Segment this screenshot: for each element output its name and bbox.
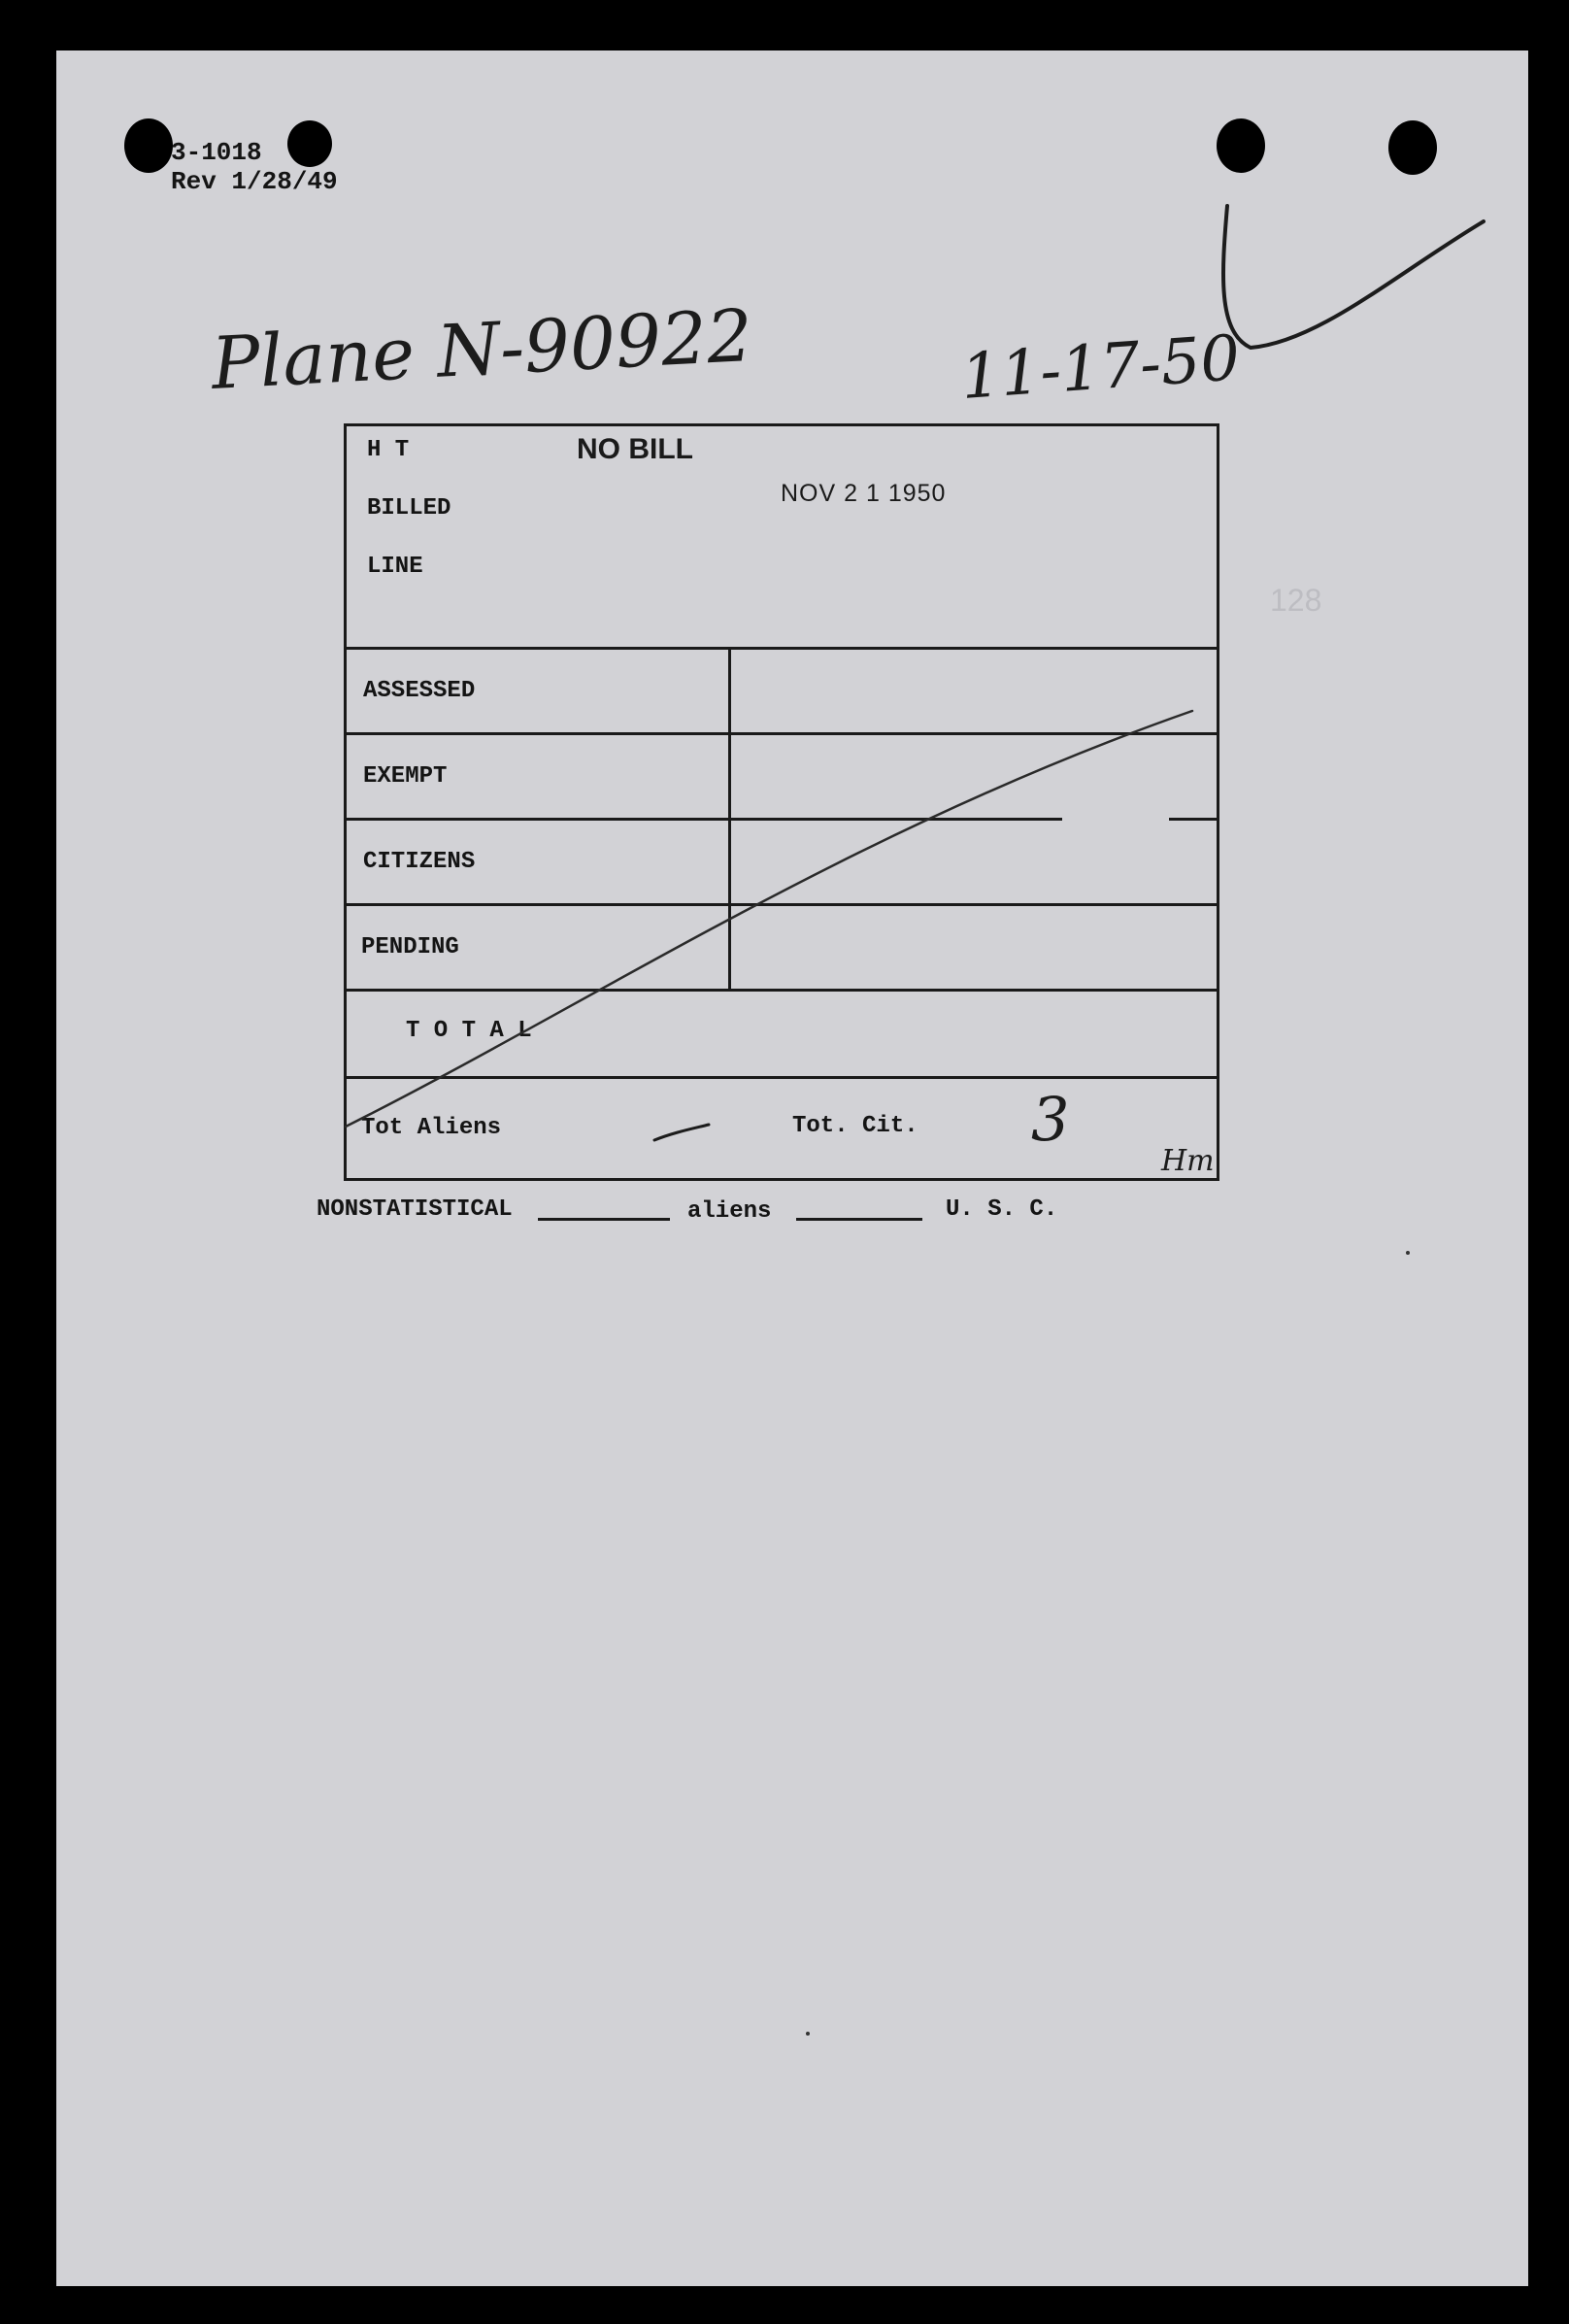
form-number: 3-1018 — [171, 138, 262, 167]
blank-nonstatistical — [538, 1218, 670, 1221]
handwritten-tot-aliens-dash — [344, 423, 1219, 1181]
handwritten-date: 11-17-50 — [958, 322, 1243, 414]
table-top-border — [344, 423, 1219, 426]
manifest-table — [344, 423, 1219, 1181]
row-divider-6 — [344, 1076, 1219, 1079]
column-divider — [728, 647, 731, 991]
label-usc: U. S. C. — [946, 1196, 1058, 1223]
stamp-no-bill: NO BILL — [577, 433, 693, 465]
row-divider-3a — [344, 818, 1062, 821]
speck — [1406, 1251, 1410, 1255]
label-tot-cit: Tot. Cit. — [792, 1113, 918, 1139]
punch-hole-left — [124, 118, 173, 173]
table-bottom-border — [344, 1178, 1219, 1181]
speck — [806, 2032, 810, 2036]
row-divider-1 — [344, 647, 1219, 650]
blank-aliens — [796, 1218, 922, 1221]
label-aliens: aliens — [687, 1198, 772, 1225]
row-divider-2 — [344, 732, 1219, 735]
row-divider-4 — [344, 903, 1219, 906]
punch-hole-right-2 — [1388, 120, 1437, 175]
handwritten-tot-cit-value: 3 — [1031, 1084, 1070, 1155]
table-left-border — [344, 423, 347, 1181]
label-exempt: EXEMPT — [363, 763, 448, 790]
document-page — [56, 51, 1528, 2286]
form-revision: Rev 1/28/49 — [171, 167, 338, 196]
faint-page-number: 128 — [1270, 583, 1322, 618]
row-divider-3b — [1169, 818, 1219, 821]
punch-hole-right — [1217, 118, 1265, 173]
punch-hole-left-2 — [287, 120, 332, 167]
label-tot-aliens: Tot Aliens — [361, 1115, 502, 1141]
stamp-date: NOV 2 1 1950 — [781, 480, 947, 507]
label-citizens: CITIZENS — [363, 849, 476, 875]
table-right-border — [1217, 423, 1219, 1181]
label-assessed: ASSESSED — [363, 678, 476, 704]
label-line: LINE — [367, 554, 423, 580]
handwritten-initials: Hm — [1161, 1144, 1215, 1178]
label-billed: BILLED — [367, 495, 451, 522]
label-nonstatistical: NONSTATISTICAL — [317, 1196, 513, 1223]
label-ht: H T — [367, 437, 410, 463]
label-pending: PENDING — [361, 934, 459, 960]
label-total: T O T A L — [406, 1018, 532, 1044]
row-divider-5 — [344, 989, 1219, 992]
handwritten-plane-number: Plane N-90922 — [209, 293, 755, 406]
